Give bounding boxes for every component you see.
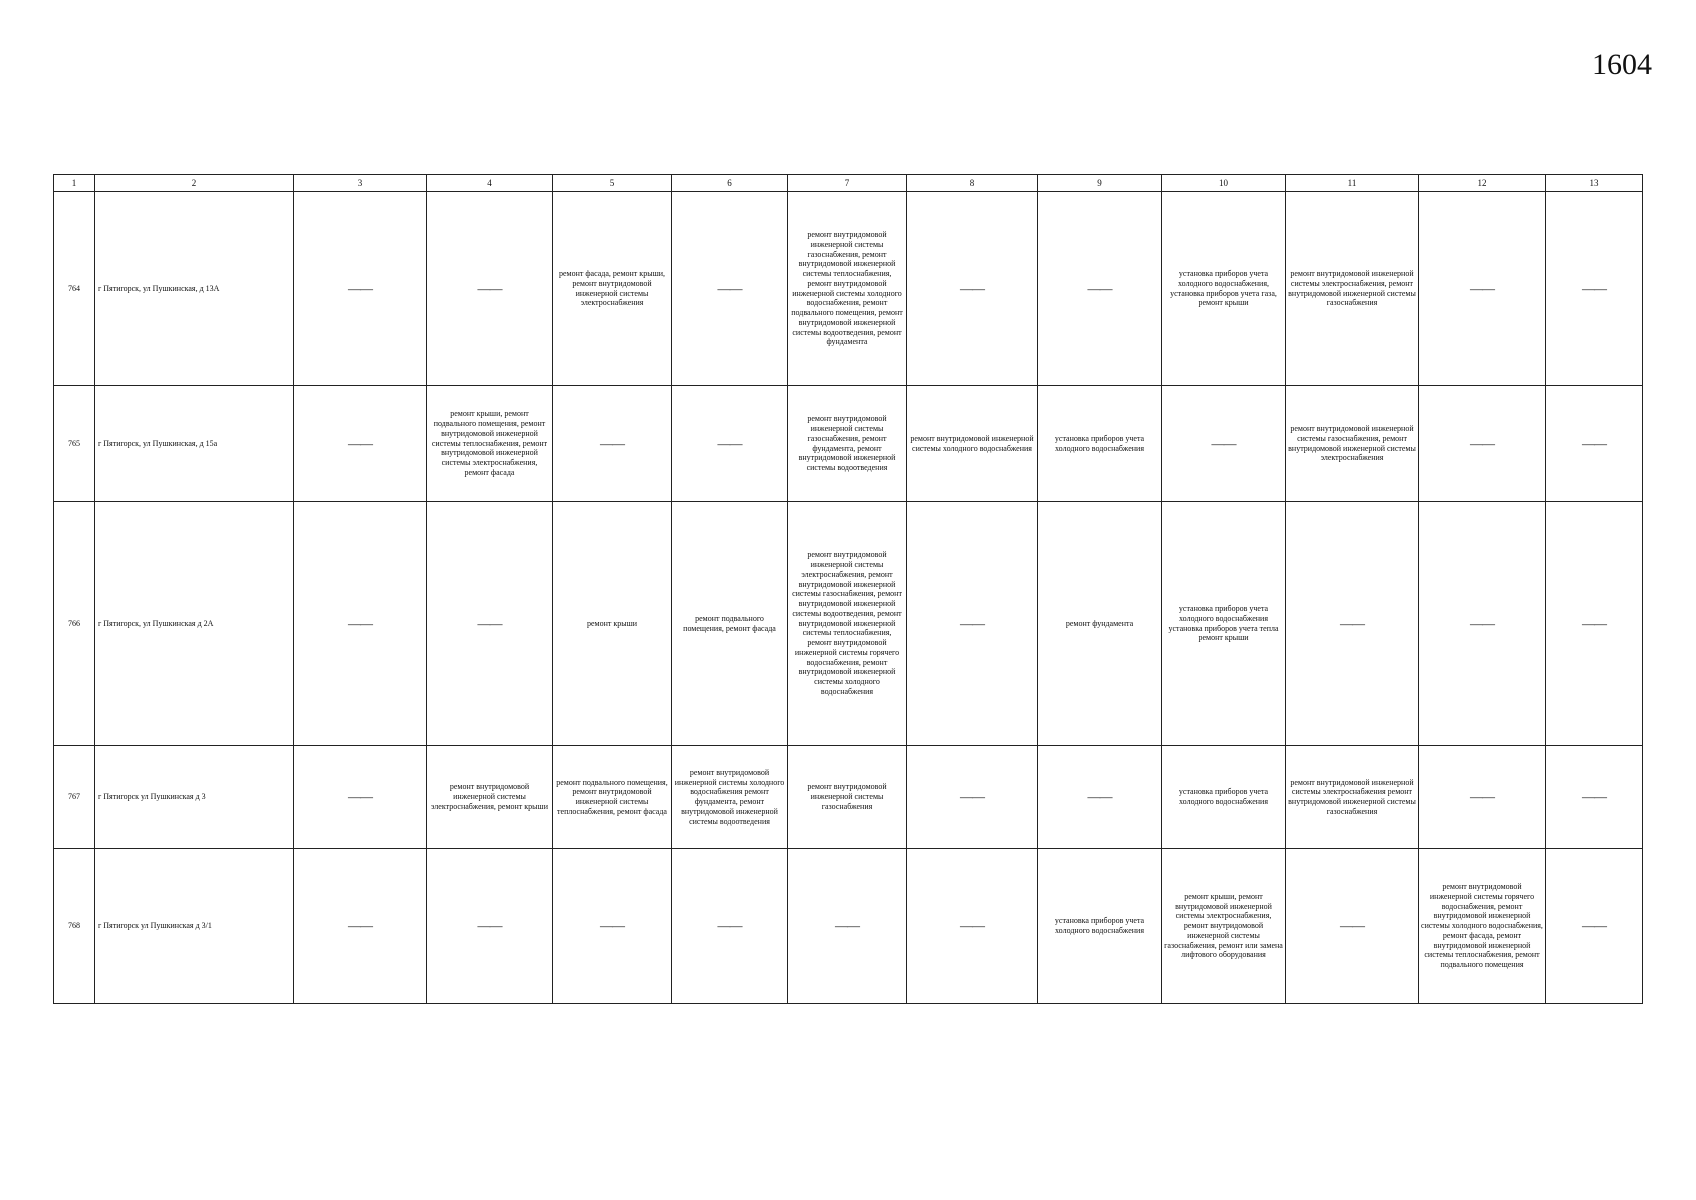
work-cell: ремонт внутридомовой инженерной системы холодного водоснабжения ремонт фундамента, ремонт внутридомовой инженерной системы водоотведения bbox=[672, 746, 788, 849]
column-header: 10 bbox=[1162, 175, 1286, 192]
empty-dash: —— bbox=[1419, 746, 1546, 849]
column-header: 4 bbox=[427, 175, 553, 192]
empty-dash: —— bbox=[1286, 849, 1419, 1004]
column-header: 5 bbox=[553, 175, 672, 192]
empty-dash: —— bbox=[907, 502, 1038, 746]
work-cell: ремонт фасада, ремонт крыши, ремонт внутридомовой инженерной системы электроснабжения bbox=[553, 192, 672, 386]
empty-dash: —— bbox=[1546, 386, 1643, 502]
work-cell: ремонт внутридомовой инженерной системы электроснабжения, ремонт внутридомовой инженерной системы газоснабжения, ремонт внутридомовой инженерной системы водоотведения, ремонт внутридомовой инженерной системы теплоснабжения, ремонт внутридомовой инженерной системы горячего водоснабжения, ремонт внутридомовой инженерной системы холодного водоснабжения bbox=[788, 502, 907, 746]
address-cell: г Пятигорск, ул Пушкинская, д 15а bbox=[95, 386, 294, 502]
empty-dash: —— bbox=[672, 386, 788, 502]
empty-dash: —— bbox=[1546, 502, 1643, 746]
work-cell: ремонт фундамента bbox=[1038, 502, 1162, 746]
empty-dash: —— bbox=[427, 192, 553, 386]
row-number: 768 bbox=[54, 849, 95, 1004]
empty-dash: —— bbox=[1038, 746, 1162, 849]
empty-dash: —— bbox=[294, 502, 427, 746]
empty-dash: —— bbox=[427, 849, 553, 1004]
column-header: 3 bbox=[294, 175, 427, 192]
table-row bbox=[54, 386, 1643, 502]
column-header: 8 bbox=[907, 175, 1038, 192]
address-cell: г Пятигорск, ул Пушкинская д 2А bbox=[95, 502, 294, 746]
empty-dash: —— bbox=[1546, 849, 1643, 1004]
repair-schedule-table bbox=[53, 174, 1643, 1004]
empty-dash: —— bbox=[907, 192, 1038, 386]
column-header: 1 bbox=[54, 175, 95, 192]
work-cell: ремонт внутридомовой инженерной системы электроснабжения, ремонт внутридомовой инженерной системы газоснабжения bbox=[1286, 192, 1419, 386]
work-cell: ремонт внутридомовой инженерной системы горячего водоснабжения, ремонт внутридомовой инженерной системы холодного водоснабжения, ремонт фасада, ремонт внутридомовой инженерной системы теплоснабжения, ремонт подвального помещения bbox=[1419, 849, 1546, 1004]
work-cell: ремонт крыши, ремонт подвального помещения, ремонт внутридомовой инженерной системы теплоснабжения, ремонт внутридомовой инженерной системы электроснабжения, ремонт фасада bbox=[427, 386, 553, 502]
empty-dash: —— bbox=[1419, 192, 1546, 386]
row-number: 766 bbox=[54, 502, 95, 746]
row-number: 767 bbox=[54, 746, 95, 849]
work-cell: установка приборов учета холодного водоснабжения bbox=[1038, 386, 1162, 502]
table-row bbox=[54, 192, 1643, 386]
address-cell: г Пятигорск ул Пушкинская д 3/1 bbox=[95, 849, 294, 1004]
work-cell: ремонт внутридомовой инженерной системы газоснабжения, ремонт внутридомовой инженерной системы теплоснабжения, ремонт внутридомовой инженерной системы холодного водоснабжения, ремонт подвального помещения, ремонт внутридомовой инженерной системы водоотведения, ремонт фундамента bbox=[788, 192, 907, 386]
work-cell: ремонт внутридомовой инженерной системы газоснабжения bbox=[788, 746, 907, 849]
empty-dash: —— bbox=[1419, 502, 1546, 746]
table-row bbox=[54, 502, 1643, 746]
column-header: 9 bbox=[1038, 175, 1162, 192]
work-cell: установка приборов учета холодного водоснабжения установка приборов учета тепла ремонт крыши bbox=[1162, 502, 1286, 746]
empty-dash: —— bbox=[672, 192, 788, 386]
column-header: 6 bbox=[672, 175, 788, 192]
work-cell: установка приборов учета холодного водоснабжения, установка приборов учета газа, ремонт крыши bbox=[1162, 192, 1286, 386]
empty-dash: —— bbox=[788, 849, 907, 1004]
empty-dash: —— bbox=[1419, 386, 1546, 502]
work-cell: ремонт подвального помещения, ремонт внутридомовой инженерной системы теплоснабжения, ремонт фасада bbox=[553, 746, 672, 849]
column-header: 11 bbox=[1286, 175, 1419, 192]
work-cell: ремонт крыши, ремонт внутридомовой инженерной системы электроснабжения, ремонт внутридомовой инженерной системы газоснабжения, ремонт или замена лифтового оборудования bbox=[1162, 849, 1286, 1004]
work-cell: ремонт внутридомовой инженерной системы электроснабжения ремонт внутридомовой инженерной системы газоснабжения bbox=[1286, 746, 1419, 849]
column-header: 13 bbox=[1546, 175, 1643, 192]
column-header: 7 bbox=[788, 175, 907, 192]
table-row bbox=[54, 849, 1643, 1004]
empty-dash: —— bbox=[672, 849, 788, 1004]
work-cell: ремонт внутридомовой инженерной системы газоснабжения, ремонт внутридомовой инженерной системы электроснабжения bbox=[1286, 386, 1419, 502]
empty-dash: —— bbox=[1286, 502, 1419, 746]
work-cell: установка приборов учета холодного водоснабжения bbox=[1162, 746, 1286, 849]
page-number: 1604 bbox=[1592, 48, 1652, 81]
column-header: 12 bbox=[1419, 175, 1546, 192]
work-cell: установка приборов учета холодного водоснабжения bbox=[1038, 849, 1162, 1004]
empty-dash: —— bbox=[907, 746, 1038, 849]
empty-dash: —— bbox=[1546, 746, 1643, 849]
work-cell: ремонт внутридомовой инженерной системы газоснабжения, ремонт фундамента, ремонт внутридомовой инженерной системы водоотведения bbox=[788, 386, 907, 502]
empty-dash: —— bbox=[294, 192, 427, 386]
row-number: 764 bbox=[54, 192, 95, 386]
column-number-row bbox=[54, 175, 1643, 192]
address-cell: г Пятигорск, ул Пушкинская, д 13А bbox=[95, 192, 294, 386]
empty-dash: —— bbox=[294, 386, 427, 502]
empty-dash: —— bbox=[907, 849, 1038, 1004]
empty-dash: —— bbox=[427, 502, 553, 746]
empty-dash: —— bbox=[553, 849, 672, 1004]
work-cell: ремонт внутридомовой инженерной системы холодного водоснабжения bbox=[907, 386, 1038, 502]
empty-dash: —— bbox=[294, 849, 427, 1004]
work-cell: ремонт крыши bbox=[553, 502, 672, 746]
work-cell: ремонт внутридомовой инженерной системы электроснабжения, ремонт крыши bbox=[427, 746, 553, 849]
empty-dash: —— bbox=[1162, 386, 1286, 502]
empty-dash: —— bbox=[294, 746, 427, 849]
work-cell: ремонт подвального помещения, ремонт фасада bbox=[672, 502, 788, 746]
row-number: 765 bbox=[54, 386, 95, 502]
table-row bbox=[54, 746, 1643, 849]
empty-dash: —— bbox=[553, 386, 672, 502]
empty-dash: —— bbox=[1038, 192, 1162, 386]
column-header: 2 bbox=[95, 175, 294, 192]
empty-dash: —— bbox=[1546, 192, 1643, 386]
address-cell: г Пятигорск ул Пушкинская д 3 bbox=[95, 746, 294, 849]
